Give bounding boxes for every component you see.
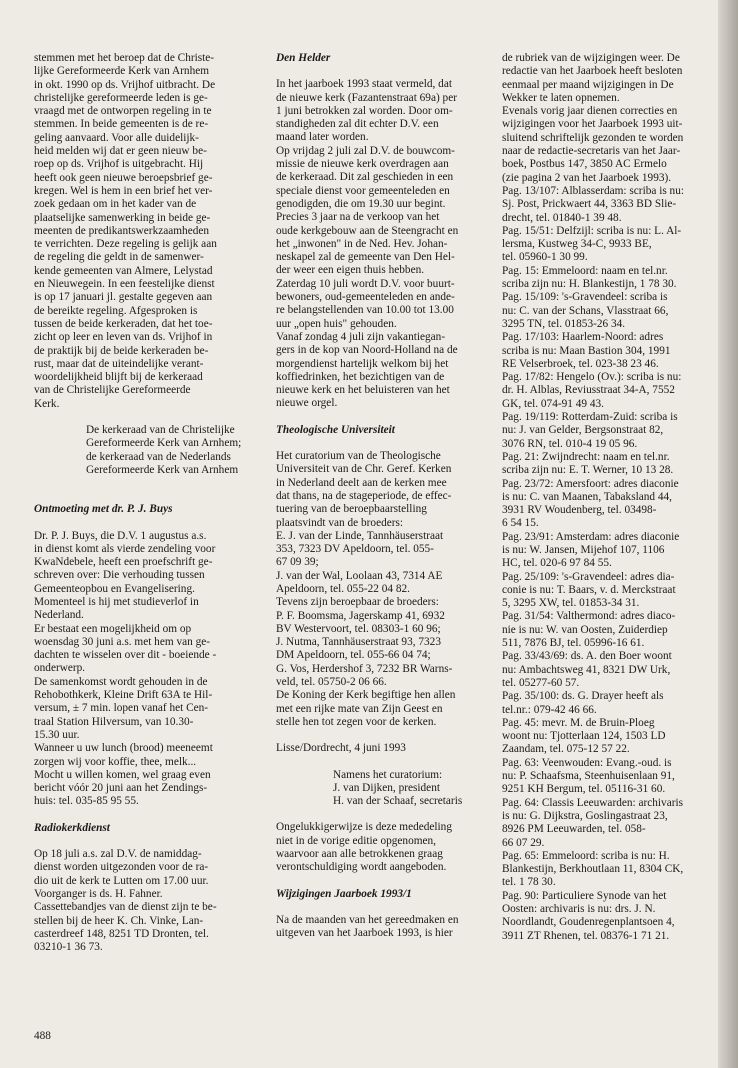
wijzigingen-intro: Na de maanden van het gereedmaken en uitgeven van het Jaarboek 1993, is hier xyxy=(276,913,459,940)
heading-theologische-universiteit: Theologische Universiteit xyxy=(276,423,395,436)
page-edge-shadow xyxy=(718,0,738,1068)
arnhem-signature: De kerkeraad van de Christelijke Gereformeerde Kerk van Arnhem; de kerkeraad van de Nederlands Gereformeerde Kerk van Arnhem xyxy=(86,424,242,476)
radio-paragraph: Op 18 juli a.s. zal D.V. de namiddag- dienst worden uitgezonden voor de ra- dio uit de kerk te Lutten om 17.00 uur. Voorganger is ds. H. Fahner. Cassettebandjes van de dienst zijn te be- stellen bij de heer K. Ch. Vinke, Lan- casterdreef 148, 8251 TD Dronten, tel. 03210-1 36 73. xyxy=(34,848,217,954)
column-right xyxy=(502,52,724,943)
heading-den-helder: Den Helder xyxy=(276,52,331,64)
heading-radiokerkdienst: Radiokerkdienst xyxy=(34,821,110,834)
heading-ontmoeting-buys: Ontmoeting met dr. P. J. Buys xyxy=(34,503,173,516)
page-number: 488 xyxy=(34,1030,51,1042)
buys-paragraph: Dr. P. J. Buys, die D.V. 1 augustus a.s. in dienst komt als vierde zendeling voor KwaNdebele, heeft een proefschrift ge- schreven over: Die verhouding tussen Gemeenteopbou en Evangelisering. Momenteel is hij met studieverlof in Nederland. Er bestaat een mogelijkheid om op woensdag 30 juni a.s. met hem van ge- dachten te wisselen over dit - boeiende - onderwerp. De samenkomst wordt gehouden in de Rehobothkerk, Kleine Drift 63A te Hil- versum, ± 7 min. lopen vanaf het Cen- traal Station Hilversum, van 10.30- 15.30 uur. Wanneer u uw lunch (brood) meeneemt zorgen wij voor koffie, thee, melk... Mocht u willen komen, wel graag even bericht vóór 20 juni aan het Zendings- huis: tel. 035-85 95 55. xyxy=(34,529,217,808)
theologische-paragraph: Het curatorium van de Theologische Universiteit van de Chr. Geref. Kerken in Nederland deelt aan de kerken mee dat thans, na de stageperiode, de effec- tuering van de beroepbaarstelling plaatsvindt van de broeders: E. J. van der Linde, Tannhäuserstraat 353, 7323 DV Apeldoorn, tel. 055- 67 09 39; J. van der Wal, Loolaan 43, 7314 AE Apeldoorn, tel. 055-22 04 82. Tevens zijn beroepbaar de broeders: P. F. Boomsma, Jagerskamp 41, 6932 BV Westervoort, tel. 08303-1 60 96; J. Nutma, Tannhäuserstraat 93, 7323 DM Apeldoorn, tel. 055-66 04 74; G. Vos, Herdershof 3, 7232 BR Warns- veld, tel. 05750-2 06 66. De Koning der Kerk begiftige hen allen met een rijke mate van Zijn Geest en stelle hen tot zegen voor de kerken. xyxy=(276,450,456,728)
heading-wijzigingen-jaarboek: Wijzigingen Jaarboek 1993/1 xyxy=(276,887,412,900)
column-left xyxy=(34,52,256,954)
arnhem-paragraph: stemmen met het beroep dat de Christe- lijke Gereformeerde Kerk van Arnhem in okt. 1990 op ds. Vrijhof uitbracht. De christelijke gereformeerde leden is ge- vraagd met de ontworpen regeling in te stemmen. In beide gemeenten is de re- geling aanvaard. Voor alle duidelijk- heid melden wij dat er geen nieuw be- roep op ds. Vrijhof is uitgebracht. Hij heeft ook geen nieuwe beroepsbrief ge- kregen. Wel is hem in een brief het ver- zoek gedaan om in het kader van de plaatselijke samenwerking in beide ge- meenten de predikantswerkzaamheden te verrichten. Deze regeling is gelijk aan de regeling die geldt in de samenwer- kende gemeenten van Almere, Lelystad en Nieuwegein. In een feestelijke dienst is op 17 januari jl. gestalte gegeven aan de bereikte regeling. Afgesproken is tussen de beide kerkeraden, dat het toe- zicht op leer en leven van ds. Vrijhof in de praktijk bij de beide kerkeraden be- rust, maar dat de uiteindelijke verant- woordelijkheid blijft bij de kerkeraad van de Christelijke Gereformeerde Kerk. xyxy=(34,52,217,410)
curatorium-signature: Namens het curatorium: J. van Dijken, president H. van der Schaaf, secretaris xyxy=(333,768,463,808)
place-date: Lisse/Dordrecht, 4 juni 1993 xyxy=(276,742,406,755)
den-helder-paragraph: In het jaarboek 1993 staat vermeld, dat de nieuwe kerk (Fazantenstraat 69a) per 1 juni betrokken zal worden. Door om- standigheden zal dit echter D.V. een maand later worden. Op vrijdag 2 juli zal D.V. de bouwcom- missie de nieuwe kerk overdragen aan de kerkeraad. Dit zal geschieden in een speciale dienst voor gemeenteleden en genodigden, die om 19.30 uur begint. Precies 3 jaar na de verkoop van het oude kerkgebouw aan de Steengracht en het „inwonen" in de Ned. Hev. Johan- neskapel zal de gemeente van Den Hel- der weer een eigen thuis hebben. Zaterdag 10 juli wordt D.V. voor buurt- bewoners, oud-gemeenteleden en ande- re belangstellenden van 10.00 tot 13.00 uur „open huis" gehouden. Vanaf zondag 4 juli zijn vakantiegan- gers in de kop van Noord-Holland na de morgendienst hartelijk welkom bij het koffiedrinken, het bezichtigen van de nieuwe kerk en het beluisteren van het nieuwe orgel. xyxy=(276,78,459,410)
column-middle xyxy=(276,52,498,941)
apology-note: Ongelukkigerwijze is deze mededeling niet in de vorige editie opgenomen, waarvoor aan alle betrokkenen graag verontschuldiging wordt aangeboden. xyxy=(276,821,452,874)
wijzigingen-list: de rubriek van de wijzigingen weer. De redactie van het Jaarboek heeft besloten eenmaal per maand wijzigingen in De Wekker te laten opnemen. Evenals vorig jaar dienen correcties en wijzigingen voor het Jaarboek 1993 uit- sluitend schriftelijk gezonden te worden naar de redactie-secretaris van het Jaar- boek, Postbus 147, 3850 AC Ermelo (zie pagina 2 van het Jaarboek 1993). Pag. 13/107: Alblasserdam: scriba is nu: Sj. Post, Prickwaert 44, 3363 BD Slie- drecht, tel. 01840-1 39 48. Pag. 15/51: Delfzijl: scriba is nu: L. Al- lersma, Kustweg 34-C, 9933 BE, tel. 05960-1 30 99. Pag. 15: Emmeloord: naam en tel.nr. scriba zijn nu: H. Blankestijn, 1 78 30. Pag. 15/109: 's-Gravendeel: scriba is nu: C. van der Schans, Vlasstraat 66, 3295 TN, tel. 01853-26 34. Pag. 17/103: Haarlem-Noord: adres scriba is nu: Maan Bastion 304, 1991 RE Velserbroek, tel. 023-38 23 46. Pag. 17/82: Hengelo (Ov.): scriba is nu: dr. H. Alblas, Reviusstraat 34-A, 7552 GK, tel. 074-91 49 43. Pag. 19/119: Rotterdam-Zuid: scriba is nu: J. van Gelder, Bergsonstraat 82, 3076 RN, tel. 010-4 19 05 96. Pag. 21: Zwijndrecht: naam en tel.nr. scriba zijn nu: E. T. Werner, 10 13 28. Pag. 23/72: Amersfoort: adres diaconie is nu: C. van Maanen, Tabaksland 44, 3931 RV Woudenberg, tel. 03498- 6 54 15. Pag. 23/91: Amsterdam: adres diaconie is nu: W. Jansen, Mijehof 107, 1106 HC, tel. 020-6 97 84 55. Pag. 25/109: 's-Gravendeel: adres dia- conie is nu: T. Baars, v. d. Merckstraat 5, 3295 XW, tel. 01853-34 31. Pag. 31/54: Valthermond: adres diaco- nie is nu: W. van Oosten, Zuiderdiep 511, 7876 BJ, tel. 05996-16 61. Pag. 33/43/69: ds. A. den Boer woont nu: Ambachtsweg 41, 8321 DW Urk, tel. 05277-60 57. Pag. 35/100: ds. G. Drayer heeft als tel.nr.: 079-42 46 66. Pag. 45: mevr. M. de Bruin-Ploeg woont nu: Tjotterlaan 124, 1503 LD Zaandam, tel. 075-12 57 22. Pag. 63: Veenwouden: Evang.-oud. is nu: P. Schaafsma, Steenhuisenlaan 91, 9251 KH Bergum, tel. 05116-31 60. Pag. 64: Classis Leeuwarden: archivaris is nu: G. Dijkstra, Goslingastraat 23, 8926 PM Leeuwarden, tel. 058- 66 07 29. Pag. 65: Emmeloord: scriba is nu: H. Blankestijn, Berkhoutlaan 11, 8304 CK, tel. 1 78 30. Pag. 90: Particuliere Synode van het Oosten: archivaris is nu: drs. J. N. Noordlandt, Goudenregenplantsoen 4, 3911 ZT Rhenen, tel. 08376-1 71 21. xyxy=(502,52,684,942)
